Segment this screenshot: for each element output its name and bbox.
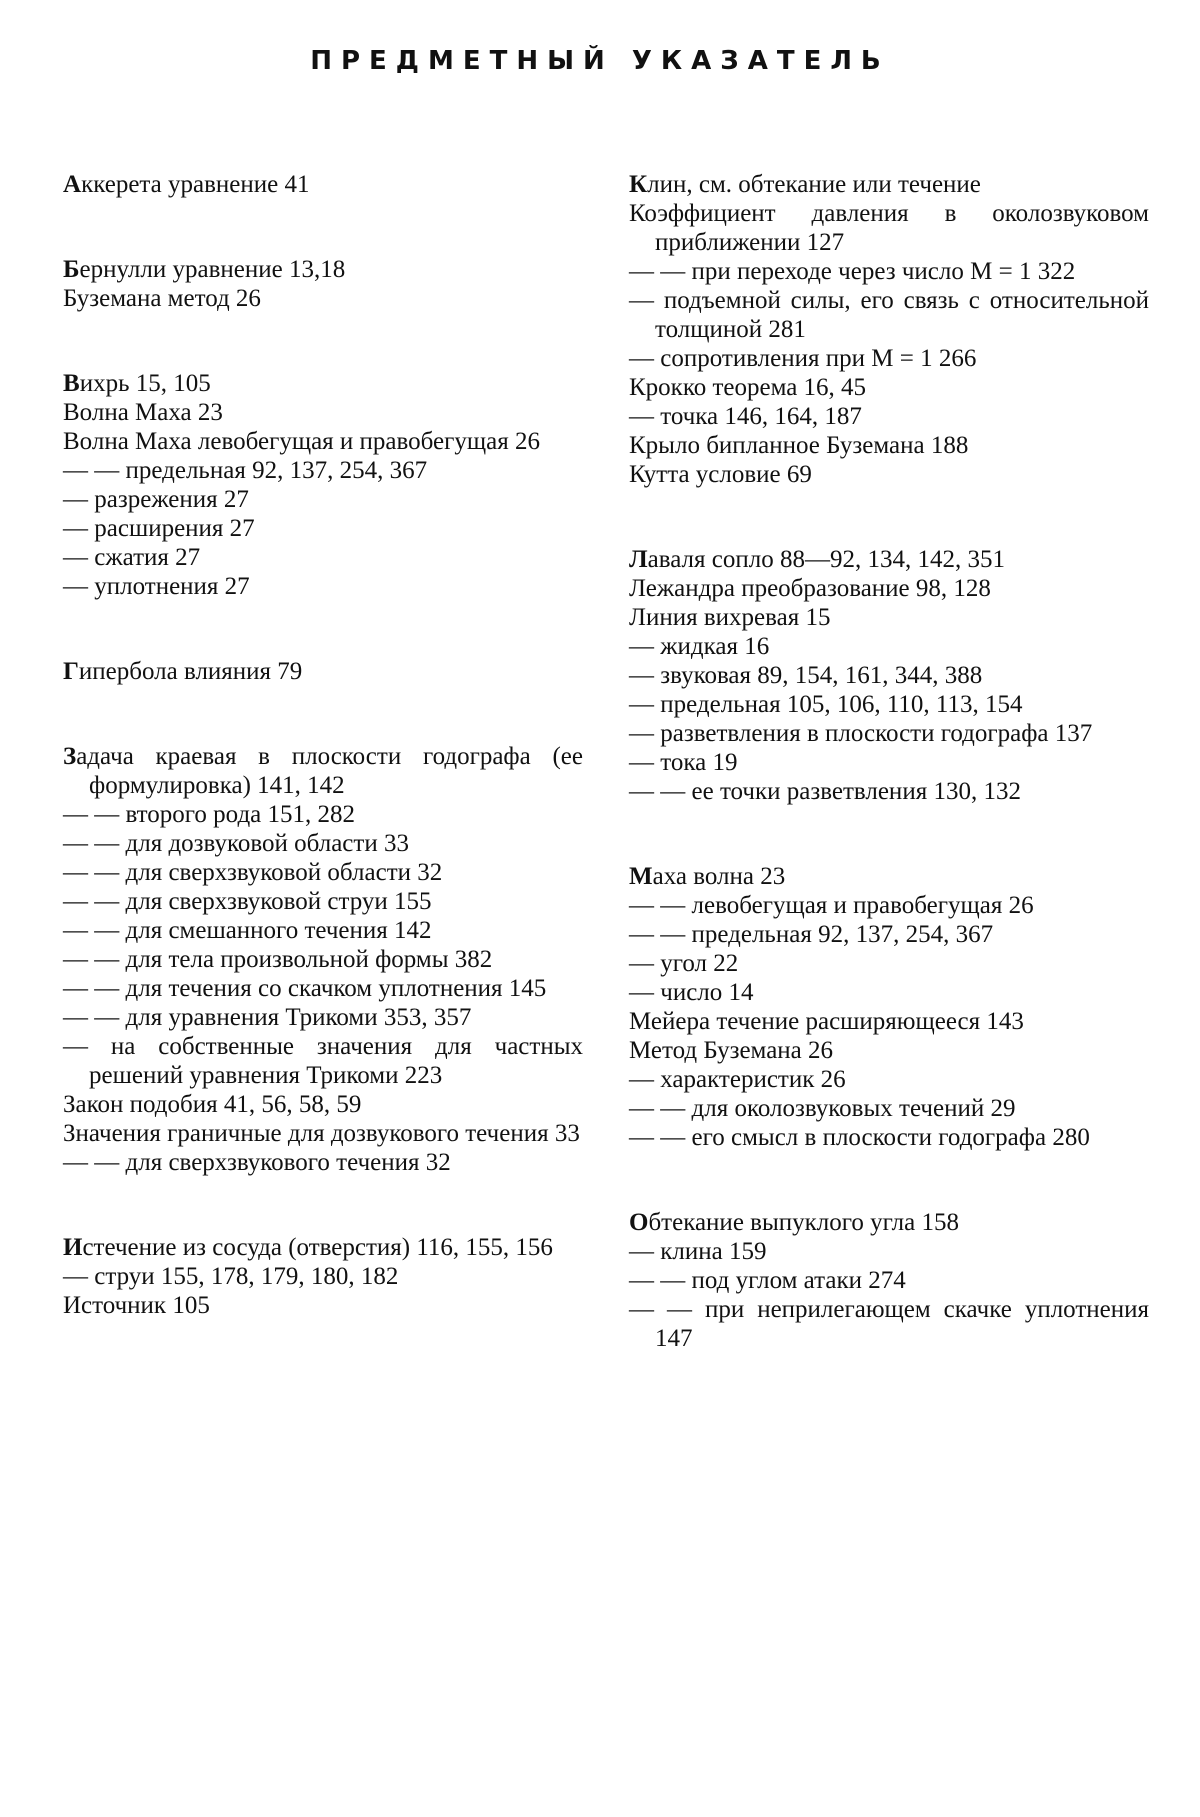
index-entry: — — для течения со скачком уплотнения 145 <box>63 975 547 1002</box>
index-entry: — угол 22 <box>629 950 739 977</box>
index-entry: — — предельная 92, 137, 254, 367 <box>629 921 994 948</box>
index-entry: — звуковая 89, 154, 161, 344, 388 <box>629 662 983 689</box>
index-entry: — уплотнения 27 <box>63 573 250 600</box>
index-entry: Линия вихревая 15 <box>629 604 831 631</box>
index-entry: — предельная 105, 106, 110, 113, 154 <box>629 691 1023 718</box>
index-entry: Волна Маха левобегущая и правобегущая 26 <box>63 428 541 455</box>
index-entry: Лаваля сопло 88—92, 134, 142, 351 <box>629 546 1005 573</box>
index-letter-group <box>629 170 1149 489</box>
index-entry: — — второго рода 151, 282 <box>63 801 356 828</box>
index-entry: Волна Маха 23 <box>63 399 223 426</box>
index-entry: Кутта условие 69 <box>629 461 812 488</box>
index-entry: — — для дозвуковой области 33 <box>63 830 409 857</box>
index-entry: Закон подобия 41, 56, 58, 59 <box>63 1091 362 1118</box>
index-entry: — расширения 27 <box>63 515 255 542</box>
index-entry: Крыло бипланное Буземана 188 <box>629 432 969 459</box>
left-column <box>63 170 583 1376</box>
index-letter-group <box>629 1208 1149 1353</box>
index-entry: Бернулли уравнение 13,18 <box>63 256 346 283</box>
index-entry: — сжатия 27 <box>63 544 201 571</box>
index-entry: Задача краевая в плоскости годографа (ее формулировка) 141, 142 <box>63 743 583 799</box>
index-entry: — характеристик 26 <box>629 1066 846 1093</box>
index-entry: — — левобегущая и правобегущая 26 <box>629 892 1034 919</box>
index-letter-group <box>63 170 583 199</box>
index-entry: Мейера течение расширяющееся 143 <box>629 1008 1024 1035</box>
index-entry: — — для сверхзвуковой струи 155 <box>63 888 432 915</box>
index-entry: Значения граничные для дозвукового течения 33 <box>63 1120 580 1147</box>
index-entry: — — при неприлегающем скачке уплотнения 147 <box>629 1296 1149 1352</box>
index-entry: — подъемной силы, его связь с относительной толщиной 281 <box>629 287 1149 343</box>
index-letter-group <box>63 742 583 1177</box>
index-letter-group <box>63 369 583 601</box>
index-entry: — жидкая 16 <box>629 633 770 660</box>
index-entry: Истечение из сосуда (отверстия) 116, 155, 156 <box>63 1234 553 1261</box>
index-entry: — — предельная 92, 137, 254, 367 <box>63 457 428 484</box>
index-entry: — число 14 <box>629 979 754 1006</box>
index-entry: — сопротивления при M = 1 266 <box>629 345 977 372</box>
page-title: ПРЕДМЕТНЫЙ УКАЗАТЕЛЬ <box>310 46 890 76</box>
index-entry: Буземана метод 26 <box>63 285 261 312</box>
index-letter-group <box>63 255 583 313</box>
index-entry: Вихрь 15, 105 <box>63 370 211 397</box>
index-entry: — — для уравнения Трикоми 353, 357 <box>63 1004 472 1031</box>
index-entry: — — ее точки разветвления 130, 132 <box>629 778 1021 805</box>
index-entry: Обтекание выпуклого угла 158 <box>629 1209 959 1236</box>
index-entry: Крокко теорема 16, 45 <box>629 374 867 401</box>
index-entry: — тока 19 <box>629 749 738 776</box>
index-entry: Источник 105 <box>63 1292 210 1319</box>
index-letter-group <box>63 1233 583 1320</box>
index-entry: — — под углом атаки 274 <box>629 1267 906 1294</box>
index-entry: — разрежения 27 <box>63 486 249 513</box>
index-entry: — — для сверхзвукового течения 32 <box>63 1149 451 1176</box>
index-entry: — струи 155, 178, 179, 180, 182 <box>63 1263 399 1290</box>
index-entry: Гипербола влияния 79 <box>63 658 303 685</box>
index-entry: — — для сверхзвуковой области 32 <box>63 859 443 886</box>
index-entry: — на собственные значения для частных решений уравнения Трикоми 223 <box>63 1033 583 1089</box>
right-column <box>629 170 1149 1409</box>
index-entry: — — при переходе через число M = 1 322 <box>629 258 1076 285</box>
index-entry: Лежандра преобразование 98, 128 <box>629 575 991 602</box>
index-entry: — — его смысл в плоскости годографа 280 <box>629 1124 1090 1151</box>
index-entry: — клина 159 <box>629 1238 767 1265</box>
index-entry: — точка 146, 164, 187 <box>629 403 862 430</box>
index-entry: Аккерета уравнение 41 <box>63 171 310 198</box>
index-entry: Маха волна 23 <box>629 863 786 890</box>
index-letter-group <box>63 657 583 686</box>
index-entry: — — для тела произвольной формы 382 <box>63 946 493 973</box>
index-entry: Клин, см. обтекание или течение <box>629 171 981 198</box>
index-entry: Метод Буземана 26 <box>629 1037 834 1064</box>
index-entry: Коэффициент давления в околозвуковом приближении 127 <box>629 200 1149 256</box>
index-entry: — разветвления в плоскости годографа 137 <box>629 720 1093 747</box>
index-letter-group <box>629 545 1149 806</box>
index-letter-group <box>629 862 1149 1152</box>
index-entry: — — для околозвуковых течений 29 <box>629 1095 1016 1122</box>
index-entry: — — для смешанного течения 142 <box>63 917 432 944</box>
